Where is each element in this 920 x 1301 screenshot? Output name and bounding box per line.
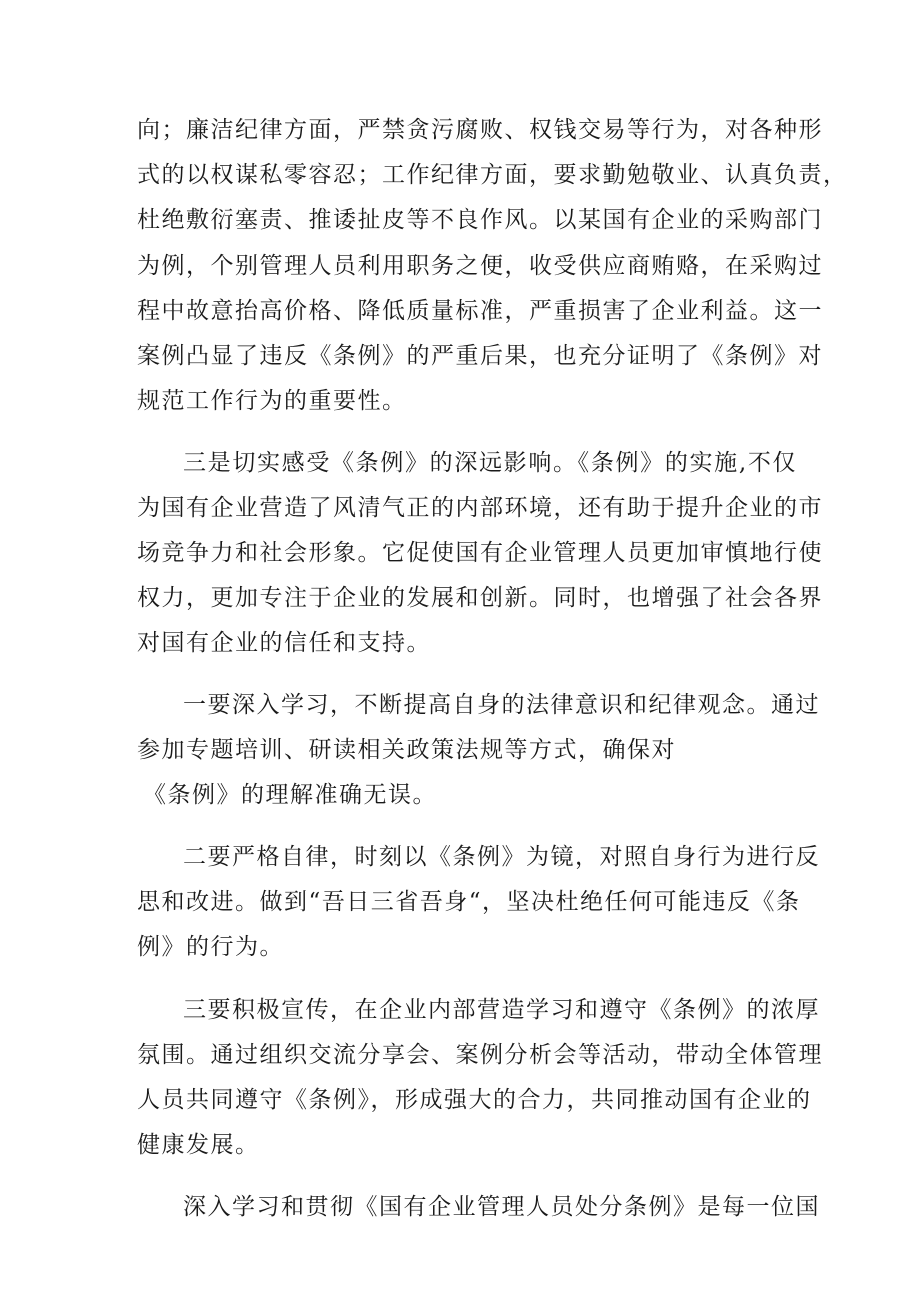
text-line: 为例，个别管理人员利用职务之便，收受供应商贿赂，在采购过 — [137, 253, 823, 279]
text-line: 杜绝敷衍塞责、推诿扯皮等不良作风。以某国有企业的采购部门 — [137, 207, 823, 233]
text-line: 健康发展。 — [137, 1132, 260, 1158]
paragraph-first-line: 一要深入学习，不断提高自身的法律意识和纪律观念。通过 — [183, 692, 820, 718]
text-line: 为国有企业营造了风清气正的内部环境，还有助于提升企业的市 — [137, 495, 823, 521]
text-line: 氛围。通过组织交流分享会、案例分析会等活动，带动全体管理 — [137, 1042, 823, 1068]
text-line: 程中故意抬高价格、降低质量标准，严重损害了企业利益。这一 — [137, 298, 823, 324]
text-line: 参加专题培训、研读相关政策法规等方式，确保对 — [137, 737, 676, 763]
text-line: 《条例》的理解准确无误。 — [143, 782, 437, 808]
text-line: 式的以权谋私零容忍；工作纪律方面，要求勤勉敬业、认真负责， — [137, 162, 848, 188]
text-line: 向；廉洁纪律方面，严禁贪污腐败、权钱交易等行为，对各种形 — [137, 117, 823, 143]
text-line: 规范工作行为的重要性。 — [137, 388, 407, 414]
text-line: 人员共同遵守《条例》，形成强大的合力，共同推动国有企业的 — [137, 1087, 812, 1113]
text-line: 例》的行为。 — [137, 934, 284, 960]
paragraph-first-line: 三是切实感受《条例》的深远影响。《条例》的实施,不仅 — [183, 450, 797, 476]
paragraph-first-line: 深入学习和贯彻《国有企业管理人员处分条例》是每一位国 — [183, 1194, 820, 1220]
text-line: 场竞争力和社会形象。它促使国有企业管理人员更加审慎地行使 — [137, 540, 823, 566]
paragraph-first-line: 三要积极宣传，在企业内部营造学习和遵守《条例》的浓厚 — [183, 997, 820, 1023]
text-line: 对国有企业的信任和支持。 — [137, 630, 431, 656]
text-line: 权力，更加专注于企业的发展和创新。同时，也增强了社会各界 — [137, 585, 823, 611]
text-line: 思和改进。做到“吾日三省吾身“，坚决杜绝任何可能违反《条 — [137, 889, 801, 915]
text-line: 案例凸显了违反《条例》的严重后果，也充分证明了《条例》对 — [137, 343, 823, 369]
paragraph-first-line: 二要严格自律，时刻以《条例》为镜，对照自身行为进行反 — [183, 844, 820, 870]
